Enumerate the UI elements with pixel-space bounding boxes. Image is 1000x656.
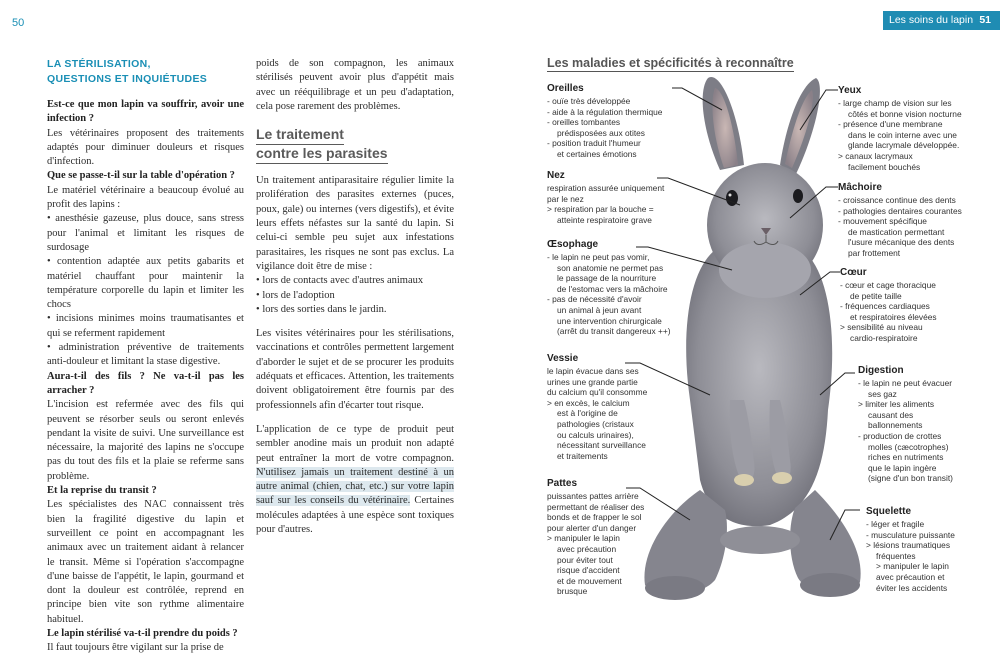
label-oesophage xyxy=(547,239,671,337)
label-line: et certaines émotions xyxy=(557,148,637,159)
label-digestion-title: Digestion xyxy=(858,365,904,376)
label-line: > manipuler le lapin xyxy=(876,561,949,572)
label-line: > lésions traumatiques xyxy=(866,540,951,551)
label-line: ses gaz xyxy=(868,388,897,399)
label-line: avec précaution et xyxy=(876,571,945,582)
label-line: du calcium qu'il consomme xyxy=(547,387,648,398)
bullet-item: • incisions minimes moins traumatisantes et qui se referment rapidement xyxy=(47,312,244,341)
label-line: éviter les accidents xyxy=(876,582,948,593)
label-machoire-title: Mâchoire xyxy=(838,182,882,193)
label-yeux xyxy=(838,85,962,172)
leader-yeux xyxy=(800,90,838,130)
label-pattes-title: Pattes xyxy=(547,478,578,489)
leader-oreilles xyxy=(672,88,722,110)
question-transit: Et la reprise du transit ? xyxy=(47,485,157,497)
label-line: son anatomie ne permet pas xyxy=(557,262,664,273)
label-line: pour éviter tout xyxy=(557,554,613,565)
question-operation: Que se passe-t-il sur la table d'opération ? xyxy=(47,170,235,182)
label-line: par le nez xyxy=(547,193,584,204)
label-nez xyxy=(547,170,664,225)
label-line: avec précaution xyxy=(557,543,617,554)
bullet-item: • lors de l'adoption xyxy=(256,289,454,303)
answer-weight: Il faut toujours être vigilant sur la prise de xyxy=(47,642,224,654)
paragraph-3-end: Certaines molécules adaptées à une espèce sont toxiques pour d'autres. xyxy=(256,495,454,536)
label-oesophage-title: Œsophage xyxy=(547,239,599,250)
label-line: une intervention chirurgicale xyxy=(557,315,662,326)
label-line: urines une grande partie xyxy=(547,376,638,387)
answer-pain: Les vétérinaires proposent des traitements adaptés pour diminuer douleurs et risques d'infection. xyxy=(47,127,244,168)
label-line: - large champ de vision sur les xyxy=(838,98,952,108)
label-coeur xyxy=(840,267,937,344)
label-squelette-title: Squelette xyxy=(866,506,912,517)
label-line: côtés et bonne vision nocturne xyxy=(848,108,962,119)
label-line: (signe d'un bon transit) xyxy=(868,473,953,484)
label-line: > sensibilité au niveau xyxy=(840,322,923,333)
paragraph-3-start: L'application de ce type de produit peut sembler anodine mais un produit non adapté peut entraîner la mort de votre compagnon. xyxy=(256,423,454,464)
answer-operation: Le matériel vétérinaire a beaucoup évolué au profit des lapins : xyxy=(47,184,244,211)
label-line: cardio-respiratoire xyxy=(850,332,918,343)
label-line: ballonnements xyxy=(868,420,923,431)
page-number-left: 50 xyxy=(12,17,25,29)
answer-stitches: L'incision est refermée avec des fils qui peuvent se résorber seuls ou seront enlevés pendant la visite de suivi. Une surveillance est nécessaire, la majorité des lapins ne s'occupe pas du tout des fils et la plaie se referme sans problème. xyxy=(47,399,244,482)
label-digestion xyxy=(858,365,953,484)
label-line: le lapin évacue dans ses xyxy=(547,366,639,376)
label-pattes xyxy=(547,478,644,597)
label-line: et respiratoires élevées xyxy=(850,311,937,322)
label-vessie-title: Vessie xyxy=(547,353,579,364)
label-line: le passage de la nourriture xyxy=(557,273,657,284)
leader-coeur xyxy=(800,272,840,295)
label-line: prédisposées aux otites xyxy=(557,127,645,138)
label-line: puissantes pattes arrière xyxy=(547,491,639,501)
label-line: dans le coin interne avec une xyxy=(848,129,957,140)
label-line: - le lapin ne peut évacuer xyxy=(858,378,953,388)
label-line: de mastication permettant xyxy=(848,226,945,237)
label-line: > canaux lacrymaux xyxy=(838,150,913,161)
label-nez-title: Nez xyxy=(547,170,565,181)
label-line: risque d'accident xyxy=(557,565,620,576)
label-line: - production de crottes xyxy=(858,430,942,441)
leader-digestion xyxy=(820,373,855,395)
parasites-paragraph-1: Un traitement antiparasitaire régulier limite la prolifération des parasites externes (puces, poux, gale) ou internes (vers digestifs), et évite leurs effets néfastes sur la santé du lapin. Si celui-ci semble peu sujet aux infestations parasitaires, les risques ne sont pas exclus. La vigilance doit être de mise : xyxy=(256,175,454,272)
question-stitches: Aura-t-il des fils ? Ne va-t-il pas les arracher ? xyxy=(47,370,244,396)
label-line: - léger et fragile xyxy=(866,519,925,529)
label-line: - oreilles tombantes xyxy=(547,117,621,128)
label-line: > limiter les aliments xyxy=(858,399,935,410)
question-weight: Le lapin stérilisé va-t-il prendre du poids ? xyxy=(47,627,238,639)
label-line: par frottement xyxy=(848,247,901,258)
label-line: - fréquences cardiaques xyxy=(840,301,930,312)
parasites-heading-line-2: contre les parasites xyxy=(256,145,388,164)
label-line: - ouïe très développée xyxy=(547,96,631,106)
parasites-heading-line-1: Le traitement xyxy=(256,126,344,145)
label-line: pathologies (cristaux xyxy=(557,418,634,429)
label-line: > manipuler le lapin xyxy=(547,533,620,544)
label-line: - le lapin ne peut pas vomir, xyxy=(547,252,650,262)
leader-squelette xyxy=(830,510,860,540)
label-line: - position traduit l'humeur xyxy=(547,138,641,149)
label-squelette xyxy=(866,506,955,593)
label-line: est à l'origine de xyxy=(557,408,618,419)
parasites-paragraph-2: Les visites vétérinaires pour les stérilisations, vaccinations et contrôles permettent largement d'aborder le sujet et de se procurer les produits adéquats et efficaces. Attention, les traitements doivent obligatoirement être fournis par des professionnels afin d'écarter tout risque. xyxy=(256,328,454,411)
bullet-item: • contention adaptée aux petits gabarits et matériel chauffant pour maintenir la température corporelle du lapin et limiter les chocs xyxy=(47,255,244,312)
leader-nez xyxy=(657,178,740,205)
label-line: causant des xyxy=(868,409,914,420)
label-line: bonds et de frapper le sol xyxy=(547,512,642,523)
label-line: - présence d'une membrane xyxy=(838,119,943,130)
label-line: que le lapin ingère xyxy=(868,462,937,473)
label-line: de l'estomac vers la mâchoire xyxy=(557,283,668,294)
label-line: - cœur et cage thoracique xyxy=(840,280,936,290)
section-title-line-1: LA STÉRILISATION, xyxy=(47,58,151,70)
diagram-title: Les maladies et spécificités à reconnaître xyxy=(547,56,794,70)
leader-machoire xyxy=(790,187,838,218)
label-line: nécessitant surveillance xyxy=(557,440,646,451)
label-line: un animal à jeun avant xyxy=(557,304,642,315)
label-line: - pas de nécessité d'avoir xyxy=(547,294,642,305)
bullet-item: • administration préventive de traitements anti-douleur et limitant la stase digestive. xyxy=(47,341,244,370)
label-line: permettant de réaliser des xyxy=(547,501,645,512)
section-title-line-2: QUESTIONS ET INQUIÉTUDES xyxy=(47,72,208,85)
label-line: - croissance continue des dents xyxy=(838,195,956,205)
label-line: brusque xyxy=(557,586,588,597)
label-oreilles xyxy=(547,83,662,160)
label-coeur-title: Cœur xyxy=(840,267,867,278)
label-line: (arrêt du transit dangereux ++) xyxy=(557,326,671,337)
bullet-item: • lors de contacts avec d'autres animaux xyxy=(256,274,454,288)
label-line: pour alerter d'un danger xyxy=(547,522,637,533)
page-number-right: 51 xyxy=(979,14,991,26)
label-line: - mouvement spécifique xyxy=(838,216,927,227)
label-line: riches en nutriments xyxy=(868,452,944,463)
bullet-item: • lors des sorties dans le jardin. xyxy=(256,303,454,317)
answer-weight-continued: poids de son compagnon, les animaux stérilisés peuvent avoir plus d'appétit mais avec un rééquilibrage et un peu d'adaptation, cela pose rarement des problèmes. xyxy=(256,58,454,112)
label-line: - pathologies dentaires courantes xyxy=(838,205,962,216)
label-oreilles-title: Oreilles xyxy=(547,83,584,94)
label-line: glande lacrymale développée. xyxy=(848,140,960,151)
label-line: fréquentes xyxy=(876,550,916,561)
label-machoire xyxy=(838,182,962,259)
label-line: - musculature puissante xyxy=(866,529,955,540)
label-vessie xyxy=(547,353,647,461)
bullet-item: • anesthésie gazeuse, plus douce, sans stress pour l'animal et limitant les risques de surdosage xyxy=(47,212,244,255)
label-line: facilement bouchés xyxy=(848,161,921,172)
label-line: et traitements xyxy=(557,450,608,461)
label-line: de petite taille xyxy=(850,290,902,301)
label-line: - aide à la régulation thermique xyxy=(547,106,663,117)
label-line: > respiration par la bouche = xyxy=(547,204,654,215)
label-line: respiration assurée uniquement xyxy=(547,183,665,193)
running-header-title: Les soins du lapin xyxy=(889,14,974,26)
label-line: l'usure mécanique des dents xyxy=(848,237,955,248)
label-yeux-title: Yeux xyxy=(838,85,862,96)
label-line: atteinte respiratoire grave xyxy=(557,214,652,225)
question-pain: Est-ce que mon lapin va souffrir, avoir une infection ? xyxy=(47,99,244,125)
label-line: ou calculs urinaires), xyxy=(557,429,634,440)
label-line: > en excès, le calcium xyxy=(547,397,630,408)
answer-transit: Les spécialistes des NAC connaissent très bien la fragilité digestive du lapin et surveillent ce point en accompagnant les animaux avec un traitement aidant à relancer le transit. Même si l'opération s'accompagne d'une baisse de l'appétit, le lapin, gourmand et dont la douleur est contrôlée, reprend en principe bien vite son rythme alimentaire habituel. xyxy=(47,499,244,625)
highlighted-warning: N'utilisez jamais un traitement destiné à un autre animal (chien, chat, etc.) sur votre lapin sauf sur les conseils du vétérinaire. xyxy=(256,466,454,507)
label-line: molles (cæcotrophes) xyxy=(868,441,949,452)
label-line: et de mouvement xyxy=(557,575,622,586)
